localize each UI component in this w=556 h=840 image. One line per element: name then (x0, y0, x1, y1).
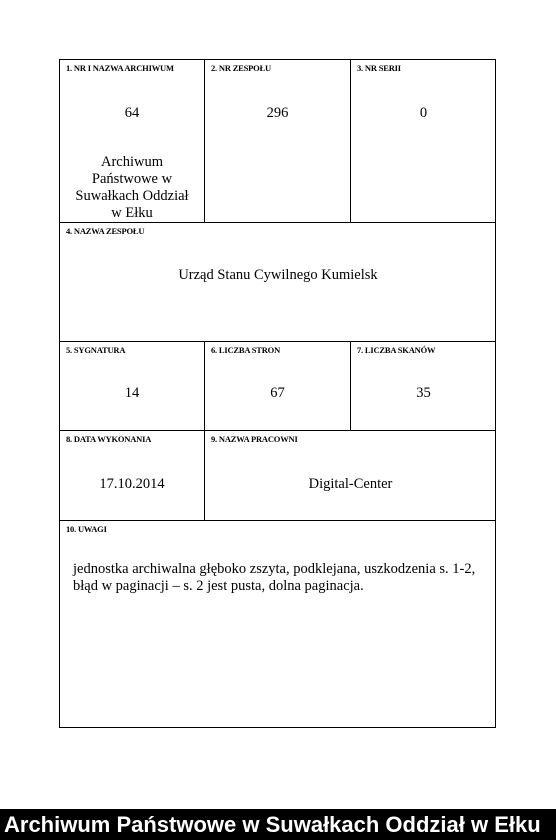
collection-name-value: Urząd Stanu Cywilnego Kumielsk (178, 267, 378, 283)
pages-value: 67 (270, 385, 285, 401)
studio-cell (205, 431, 496, 521)
collection-no-cell (205, 60, 351, 223)
remarks-line: błąd w paginacji – s. 2 jest pusta, dolna paginacja. (73, 578, 364, 594)
series-no-value: 0 (419, 105, 428, 121)
pages-label: 6. LICZBA STRON (211, 345, 281, 355)
archive-name-line: w Ełku (111, 205, 153, 221)
series-no-cell (351, 60, 496, 223)
collection-name-label: 4. NAZWA ZESPOŁU (66, 226, 145, 236)
remarks-label: 10. UWAGI (66, 524, 107, 534)
studio-value: Digital-Center (308, 476, 393, 492)
scans-cell (351, 342, 496, 431)
metadata-form (59, 59, 496, 728)
studio-label: 9. NAZWA PRACOWNI (211, 434, 298, 444)
remarks-line: jednostka archiwalna głęboko zszyta, podklejana, uszkodzenia s. 1-2, (73, 561, 476, 577)
archive-name-line: Suwałkach Oddział (75, 188, 189, 204)
archive-label: 1. NR I NAZWA ARCHIWUM (66, 63, 174, 73)
archive-name-line: Archiwum (100, 154, 163, 170)
archive-footer-banner: Archiwum Państwowe w Suwałkach Oddział w Ełku (0, 809, 556, 840)
remarks-cell (60, 521, 496, 728)
scans-value: 35 (416, 385, 431, 401)
signature-cell (60, 342, 205, 431)
collection-name-cell (60, 223, 496, 342)
series-no-label: 3. NR SERII (357, 63, 401, 73)
signature-value: 14 (124, 385, 140, 401)
signature-label: 5. SYGNATURA (66, 345, 126, 355)
archive-cell (60, 60, 205, 223)
remarks-text (73, 561, 483, 595)
pages-cell (205, 342, 351, 431)
collection-no-value: 296 (266, 105, 289, 121)
archive-name (60, 154, 204, 222)
date-value: 17.10.2014 (99, 476, 165, 492)
scans-label: 7. LICZBA SKANÓW (357, 345, 436, 355)
archive-number: 64 (124, 105, 140, 121)
archive-name-line: Państwowe w (91, 171, 173, 187)
date-label: 8. DATA WYKONANIA (66, 434, 152, 444)
date-cell (60, 431, 205, 521)
collection-no-label: 2. NR ZESPOŁU (211, 63, 271, 73)
